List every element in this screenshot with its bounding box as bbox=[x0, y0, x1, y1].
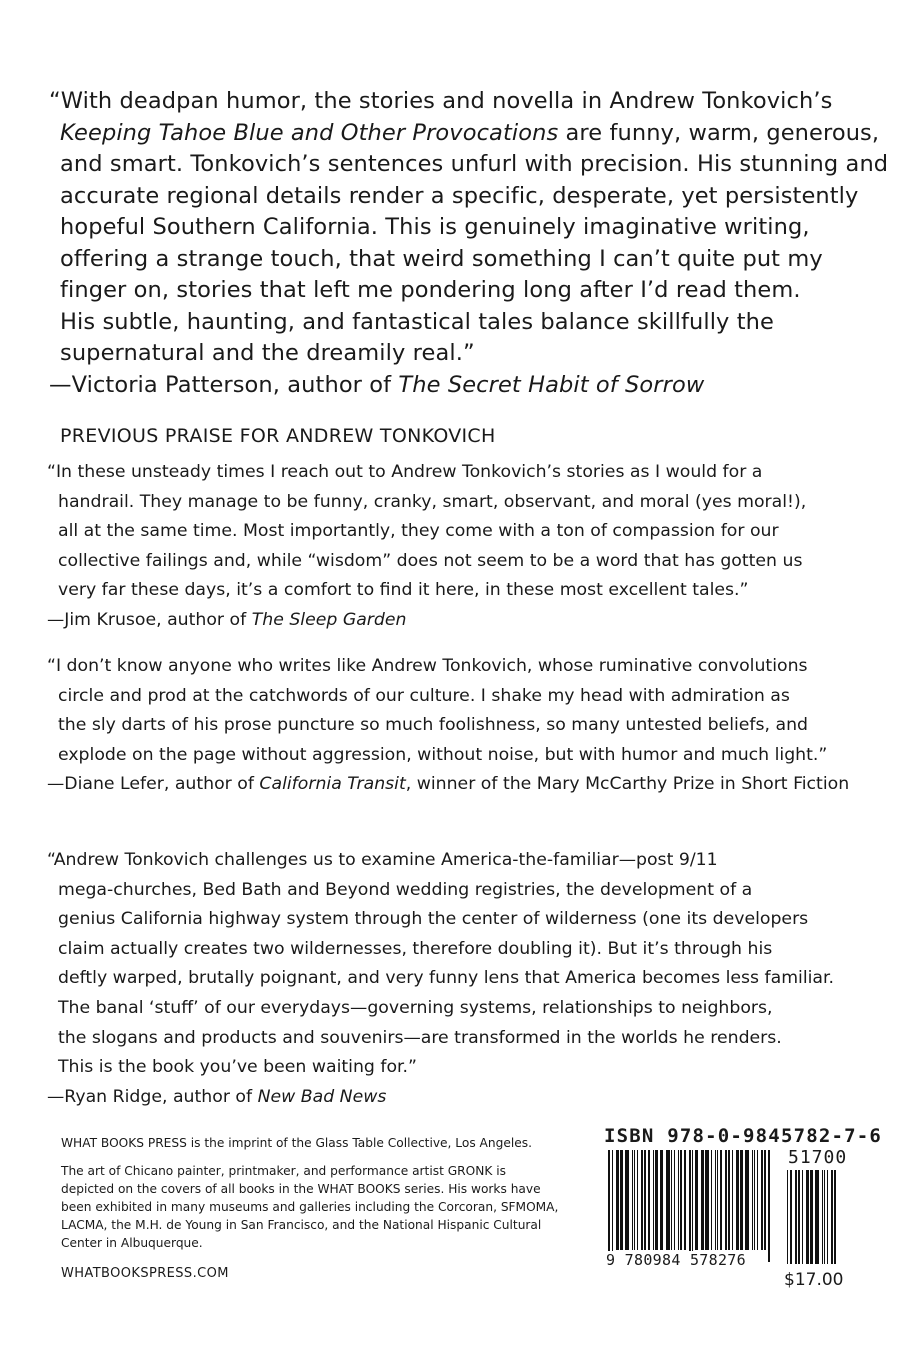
barcode-bar bbox=[612, 1150, 613, 1262]
barcode-bar bbox=[660, 1150, 663, 1250]
barcode-bar bbox=[692, 1150, 693, 1262]
barcode-bar bbox=[787, 1170, 788, 1264]
book-title: The Secret Habit of Sorrow bbox=[398, 371, 705, 398]
quote-line: deftly warped, brutally poignant, and very funny lens that America becomes less familiar. bbox=[58, 968, 835, 989]
barcode-bar bbox=[695, 1150, 698, 1250]
book-title: Keeping Tahoe Blue and Other Provocations bbox=[60, 119, 559, 146]
barcode-bar bbox=[822, 1170, 823, 1264]
quote-line: collective failings and, while “wisdom” does not seem to be a word that has gotten us bbox=[58, 550, 803, 571]
quote-attribution: —Jim Krusoe, author of The Sleep Garden bbox=[47, 609, 407, 630]
quote-line: explode on the page without aggression, without noise, but with humor and much light.” bbox=[58, 744, 828, 765]
barcode-bar bbox=[752, 1150, 753, 1250]
price: $17.00 bbox=[784, 1270, 844, 1290]
barcode-bar bbox=[740, 1150, 743, 1250]
barcode-bar bbox=[790, 1170, 792, 1264]
barcode-bar bbox=[831, 1170, 833, 1264]
quote-line: and smart. Tonkovich’s sentences unfurl with precision. His stunning and bbox=[60, 151, 889, 177]
barcode-bar bbox=[666, 1150, 670, 1250]
quote-line: “With deadpan humor, the stories and novella in Andrew Tonkovich’s bbox=[49, 88, 833, 114]
praise-quote-patterson bbox=[49, 86, 888, 401]
barcode-bar bbox=[715, 1150, 716, 1250]
barcode-digits: 9 780984 578276 bbox=[606, 1251, 746, 1269]
publisher-imprint: WHAT BOOKS PRESS is the imprint of the Glass Table Collective, Los Angeles. bbox=[61, 1136, 532, 1150]
barcode-bar bbox=[608, 1150, 610, 1262]
quote-line: “Andrew Tonkovich challenges us to examine America-the-familiar—post 9/11 bbox=[47, 850, 718, 870]
price-barcode-digits: 51700 bbox=[788, 1147, 848, 1168]
quote-line: supernatural and the dreamily real.” bbox=[60, 340, 475, 366]
praise-quote-krusoe bbox=[47, 458, 806, 636]
barcode-bar bbox=[689, 1150, 691, 1262]
barcode-bar bbox=[728, 1150, 730, 1250]
price-barcode bbox=[787, 1170, 839, 1264]
quote-line: the slogans and products and souvenirs—are transformed in the worlds he renders. bbox=[58, 1027, 782, 1048]
barcode-bar bbox=[736, 1150, 739, 1250]
barcode-bar bbox=[732, 1150, 733, 1250]
barcode-bar bbox=[745, 1150, 749, 1250]
barcode-bar bbox=[768, 1150, 770, 1262]
quote-line: Keeping Tahoe Blue and Other Provocations are funny, warm, generous, bbox=[60, 119, 880, 146]
book-title: California Transit bbox=[259, 774, 406, 795]
barcode-bar bbox=[798, 1170, 800, 1264]
book-title: The Sleep Garden bbox=[251, 609, 407, 630]
barcode-bar bbox=[827, 1170, 828, 1264]
barcode-bar bbox=[802, 1170, 803, 1264]
barcode-bar bbox=[680, 1150, 682, 1250]
barcode-bar bbox=[616, 1150, 619, 1250]
barcode-bar bbox=[717, 1150, 718, 1250]
quote-line: very far these days, it’s a comfort to find it here, in these most excellent tales.” bbox=[58, 580, 749, 601]
barcode-bar bbox=[625, 1150, 629, 1250]
barcode-bar bbox=[634, 1150, 635, 1250]
barcode-bar bbox=[644, 1150, 646, 1250]
barcode-bar bbox=[761, 1150, 763, 1250]
quote-line: mega-churches, Bed Bath and Beyond wedding registries, the development of a bbox=[58, 879, 753, 900]
barcode-bar bbox=[701, 1150, 704, 1250]
quote-line: all at the same time. Most importantly, they come with a ton of compassion for our bbox=[58, 521, 779, 542]
barcode-bar bbox=[824, 1170, 825, 1264]
quote-line: finger on, stories that left me pondering long after I’d read them. bbox=[60, 277, 801, 303]
barcode-bar bbox=[648, 1150, 650, 1250]
quote-line: “In these unsteady times I reach out to Andrew Tonkovich’s stories as I would for a bbox=[47, 462, 763, 482]
barcode-bar bbox=[764, 1150, 766, 1250]
quote-attribution: —Diane Lefer, author of California Transit, winner of the Mary McCarthy Prize in Short Fiction bbox=[47, 774, 850, 795]
isbn-label: ISBN 978-0-9845782-7-6 bbox=[604, 1125, 883, 1147]
barcode-bar bbox=[754, 1150, 755, 1250]
barcode-bar bbox=[671, 1150, 672, 1250]
praise-quote-lefer bbox=[47, 652, 849, 800]
quote-line: This is the book you’ve been waiting for.” bbox=[58, 1057, 417, 1078]
quote-line: the sly darts of his prose puncture so much foolishness, so many untested beliefs, and bbox=[58, 715, 809, 736]
barcode-bar bbox=[725, 1150, 727, 1250]
barcode-bar bbox=[815, 1170, 819, 1264]
barcode-bar bbox=[641, 1150, 643, 1250]
barcode-bar bbox=[632, 1150, 633, 1250]
barcode-bar bbox=[806, 1170, 809, 1264]
quote-line: “I don’t know anyone who writes like Andrew Tonkovich, whose ruminative convolutions bbox=[47, 656, 808, 676]
quote-line: accurate regional details render a specific, desperate, yet persistently bbox=[60, 182, 859, 209]
previous-praise-heading: PREVIOUS PRAISE FOR ANDREW TONKOVICH bbox=[60, 425, 496, 447]
quote-line: handrail. They manage to be funny, cranky, smart, observant, and moral (yes moral!), bbox=[58, 491, 807, 512]
cover-art-note: The art of Chicano painter, printmaker, and performance artist GRONK is depicted on the covers of all books in the WHAT BOOKS series. His works have been exhibited in many museums and galleries including the Corcoran, SFMOMA, LACMA, the M.H. de Young in San Francisco, and the National Hispanic Cultural Center in Albuquerque. bbox=[61, 1164, 559, 1250]
publisher-website[interactable]: WHATBOOKSPRESS.COM bbox=[61, 1266, 229, 1281]
barcode-bar bbox=[674, 1150, 675, 1250]
quote-line: offering a strange touch, that weird something I can’t quite put my bbox=[60, 245, 823, 272]
barcode-bar bbox=[810, 1170, 813, 1264]
barcode-bar bbox=[705, 1150, 709, 1250]
isbn-barcode bbox=[608, 1150, 774, 1262]
barcode-bar bbox=[834, 1170, 836, 1264]
barcode-bar bbox=[720, 1150, 722, 1250]
quote-attribution: —Ryan Ridge, author of New Bad News bbox=[47, 1086, 387, 1107]
barcode-bar bbox=[620, 1150, 623, 1250]
barcode-bar bbox=[711, 1150, 712, 1250]
quote-line: His subtle, haunting, and fantastical tales balance skillfully the bbox=[60, 308, 774, 335]
book-title: New Bad News bbox=[257, 1086, 387, 1107]
barcode-bar bbox=[757, 1150, 758, 1250]
quote-line: claim actually creates two wildernesses, therefore doubling it). But it’s through his bbox=[58, 938, 773, 959]
barcode-bar bbox=[678, 1150, 679, 1250]
barcode-bar bbox=[655, 1150, 658, 1250]
quote-attribution: —Victoria Patterson, author of The Secret Habit of Sorrow bbox=[49, 371, 705, 398]
praise-quote-ridge bbox=[47, 846, 834, 1112]
quote-line: The banal ‘stuff’ of our everydays—governing systems, relationships to neighbors, bbox=[58, 997, 773, 1018]
barcode-bar bbox=[637, 1150, 638, 1250]
quote-line: hopeful Southern California. This is genuinely imaginative writing, bbox=[60, 214, 810, 240]
barcode-bar bbox=[653, 1150, 654, 1250]
barcode-bar bbox=[684, 1150, 686, 1250]
quote-line: genius California highway system through the center of wilderness (one its developers bbox=[58, 909, 809, 930]
quote-line: circle and prod at the catchwords of our culture. I shake my head with admiration as bbox=[58, 685, 790, 706]
barcode-bar bbox=[795, 1170, 797, 1264]
